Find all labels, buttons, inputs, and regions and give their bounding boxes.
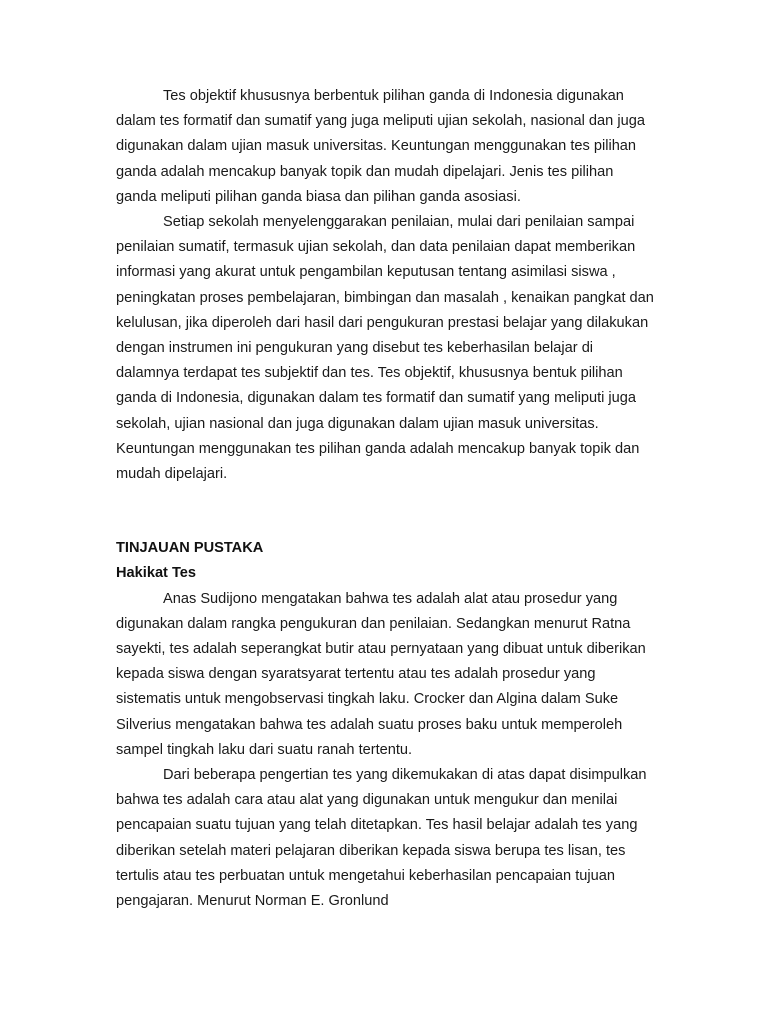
document-page xyxy=(116,84,656,914)
paragraph-conclusion: Dari beberapa pengertian tes yang dikemukakan di atas dapat disimpulkan bahwa tes adalah cara atau alat yang digunakan untuk mengukur dan menilai pencapaian suatu tujuan yang telah ditetapkan. Tes hasil belajar adalah tes yang diberikan setelah materi pelajaran diberikan kepada siswa berupa tes lisan, tes tertulis atau tes perbuatan untuk mengetahui keberhasilan pencapaian tujuan pengajaran. Menurut Norman E. Gronlund xyxy=(116,767,647,910)
paragraph-intro: Tes objektif khususnya berbentuk pilihan ganda di Indonesia digunakan dalam tes formatif dan sumatif yang juga meliputi ujian sekolah, nasional dan juga digunakan dalam ujian masuk universitas. Keuntungan menggunakan tes pilihan ganda adalah mencakup banyak topik dan mudah dipelajari. Jenis tes pilihan ganda meliputi pilihan ganda biasa dan pilihan ganda asosiasi. xyxy=(116,88,645,205)
section-spacer xyxy=(116,487,656,536)
paragraph-definition: Anas Sudijono mengatakan bahwa tes adalah alat atau prosedur yang digunakan dalam rangka pengukuran dan penilaian. Sedangkan menurut Ratna sayekti, tes adalah seperangkat butir atau pernyataan yang dibuat untuk diberikan kepada siswa dengan syaratsyarat tertentu atau tes adalah prosedur yang sistematis untuk mengobservasi tingkah laku. Crocker dan Algina dalam Suke Silverius mengatakan bahwa tes adalah suatu proses baku untuk memperoleh sampel tingkah laku dari suatu ranah tertentu. xyxy=(116,590,646,758)
section-heading: TINJAUAN PUSTAKA xyxy=(116,540,264,557)
paragraph-assessment: Setiap sekolah menyelenggarakan penilaian, mulai dari penilaian sampai penilaian sumatif, termasuk ujian sekolah, dan data penilaian dapat memberikan informasi yang akurat untuk pengambilan keputusan tentang asimilasi siswa , peningkatan proses pembelajaran, bimbingan dan masalah , kenaikan pangkat dan kelulusan, jika diperoleh dari hasil dari pengukuran prestasi belajar yang dilakukan dengan instrumen ini pengukuran yang disebut tes keberhasilan belajar di dalamnya terdapat tes subjektif dan tes. Tes objektif, khususnya bentuk pilihan ganda di Indonesia, digunakan dalam tes formatif dan sumatif yang meliputi juga sekolah, ujian nasional dan juga digunakan dalam ujian masuk universitas. Keuntungan menggunakan tes pilihan ganda adalah mencakup banyak topik dan mudah dipelajari. xyxy=(116,214,654,483)
subsection-heading: Hakikat Tes xyxy=(116,565,197,582)
